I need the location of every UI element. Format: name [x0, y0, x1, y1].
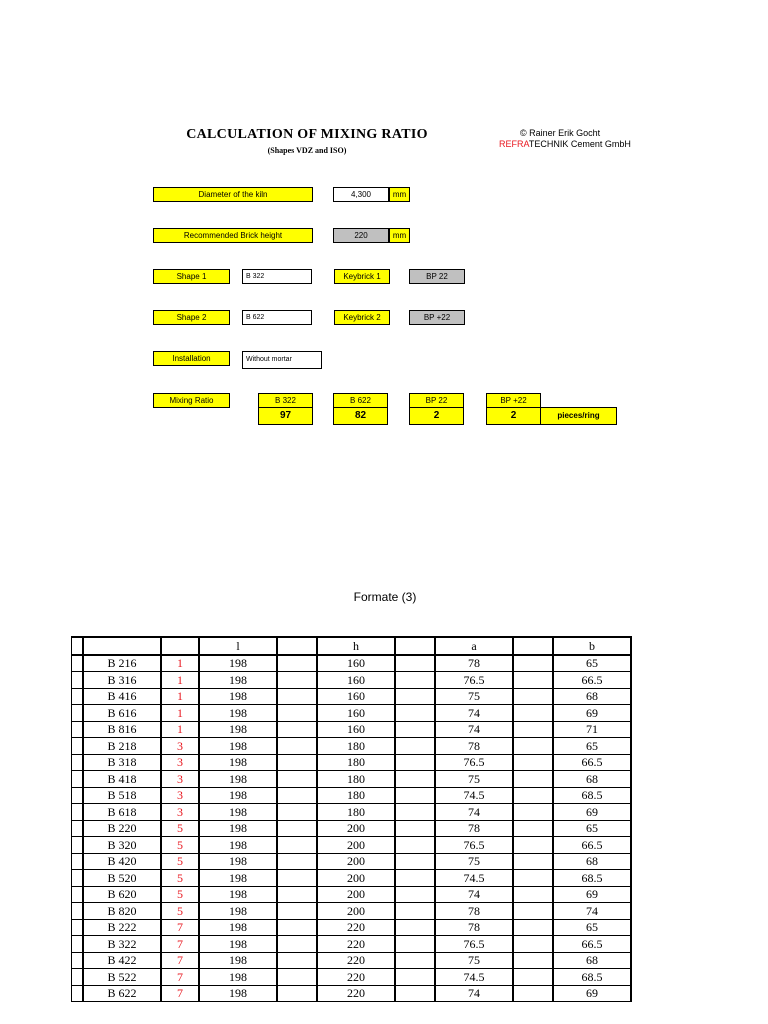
- table-cell: [72, 985, 84, 1002]
- cell-shape: B 416: [83, 688, 161, 705]
- cell-h: 200: [317, 820, 395, 837]
- table-cell: [513, 721, 553, 738]
- table-cell: [277, 903, 317, 920]
- cell-h: 200: [317, 886, 395, 903]
- cell-l: 198: [199, 985, 277, 1002]
- table-cell: [395, 672, 435, 689]
- table-cell: [277, 637, 317, 655]
- table-cell: [277, 721, 317, 738]
- table-cell: [513, 655, 553, 672]
- mixing-value-3: 2: [409, 407, 464, 425]
- table-row: [72, 870, 632, 887]
- table-cell: [395, 637, 435, 655]
- formate-table: [71, 636, 632, 1002]
- cell-h: 200: [317, 837, 395, 854]
- table-cell: [72, 936, 84, 953]
- installation-label: Installation: [153, 351, 230, 366]
- cell-b: 68: [553, 688, 631, 705]
- cell-group: 5: [161, 853, 199, 870]
- table-cell: [277, 837, 317, 854]
- table-cell: [395, 787, 435, 804]
- cell-l: 198: [199, 672, 277, 689]
- cell-b: 68: [553, 771, 631, 788]
- cell-b: 66.5: [553, 754, 631, 771]
- table-row: [72, 952, 632, 969]
- cell-l: 198: [199, 655, 277, 672]
- cell-group: 7: [161, 936, 199, 953]
- cell-shape: B 222: [83, 919, 161, 936]
- cell-shape: B 220: [83, 820, 161, 837]
- mixing-header-2: B 622: [333, 393, 388, 408]
- cell-shape: B 616: [83, 705, 161, 722]
- cell-b: 65: [553, 919, 631, 936]
- cell-a: 76.5: [435, 672, 513, 689]
- formate-heading: Formate (3): [353, 590, 417, 604]
- table-cell: [395, 738, 435, 755]
- cell-b: 68.5: [553, 969, 631, 986]
- diameter-label: Diameter of the kiln: [153, 187, 313, 202]
- table-cell: [72, 870, 84, 887]
- table-cell: [513, 969, 553, 986]
- table-cell: [395, 886, 435, 903]
- table-cell: [277, 985, 317, 1002]
- table-row: [72, 688, 632, 705]
- table-row: [72, 787, 632, 804]
- table-cell: [277, 804, 317, 821]
- table-cell: [72, 969, 84, 986]
- table-cell: [277, 870, 317, 887]
- table-cell: [395, 705, 435, 722]
- cell-group: 3: [161, 804, 199, 821]
- column-header-l: l: [199, 637, 277, 655]
- table-row: [72, 936, 632, 953]
- cell-b: 65: [553, 655, 631, 672]
- cell-h: 200: [317, 870, 395, 887]
- table-row: [72, 853, 632, 870]
- cell-shape: B 518: [83, 787, 161, 804]
- table-row: [72, 655, 632, 672]
- table-cell: [395, 853, 435, 870]
- cell-b: 65: [553, 820, 631, 837]
- cell-h: 220: [317, 919, 395, 936]
- cell-a: 74: [435, 804, 513, 821]
- table-cell: [72, 837, 84, 854]
- company-name-technik: TECHNIK Cement GmbH: [528, 139, 631, 149]
- table-row: [72, 820, 632, 837]
- table-cell: [72, 804, 84, 821]
- cell-shape: B 522: [83, 969, 161, 986]
- table-cell: [395, 903, 435, 920]
- table-cell: [72, 787, 84, 804]
- table-cell: [513, 637, 553, 655]
- cell-b: 66.5: [553, 936, 631, 953]
- cell-shape: B 618: [83, 804, 161, 821]
- table-row: [72, 672, 632, 689]
- table-cell: [72, 820, 84, 837]
- cell-shape: B 620: [83, 886, 161, 903]
- cell-a: 74.5: [435, 787, 513, 804]
- cell-shape: B 322: [83, 936, 161, 953]
- table-cell: [395, 771, 435, 788]
- cell-l: 198: [199, 721, 277, 738]
- column-header-a: a: [435, 637, 513, 655]
- cell-l: 198: [199, 936, 277, 953]
- cell-l: 198: [199, 952, 277, 969]
- table-cell: [395, 804, 435, 821]
- cell-a: 76.5: [435, 936, 513, 953]
- table-cell: [277, 688, 317, 705]
- table-row: [72, 804, 632, 821]
- cell-h: 220: [317, 969, 395, 986]
- cell-b: 69: [553, 705, 631, 722]
- cell-l: 198: [199, 754, 277, 771]
- table-cell: [72, 771, 84, 788]
- table-cell: [277, 919, 317, 936]
- table-row: [72, 969, 632, 986]
- mixing-header-4: BP +22: [486, 393, 541, 408]
- mixing-header-1: B 322: [258, 393, 313, 408]
- table-row: [72, 985, 632, 1002]
- table-row: [72, 919, 632, 936]
- table-cell: [72, 672, 84, 689]
- cell-h: 180: [317, 754, 395, 771]
- company-credit: [499, 139, 631, 149]
- table-cell: [513, 754, 553, 771]
- table-cell: [72, 688, 84, 705]
- cell-l: 198: [199, 705, 277, 722]
- table-cell: [72, 754, 84, 771]
- table-cell: [395, 969, 435, 986]
- table-cell: [513, 903, 553, 920]
- column-header: [83, 637, 161, 655]
- table-cell: [513, 837, 553, 854]
- table-cell: [395, 754, 435, 771]
- cell-h: 180: [317, 738, 395, 755]
- cell-a: 74.5: [435, 969, 513, 986]
- table-cell: [513, 936, 553, 953]
- cell-shape: B 320: [83, 837, 161, 854]
- cell-group: 1: [161, 721, 199, 738]
- table-cell: [72, 886, 84, 903]
- table-cell: [72, 853, 84, 870]
- mixing-value-2: 82: [333, 407, 388, 425]
- cell-b: 68.5: [553, 870, 631, 887]
- table-row: [72, 754, 632, 771]
- cell-l: 198: [199, 688, 277, 705]
- table-cell: [277, 754, 317, 771]
- cell-h: 200: [317, 853, 395, 870]
- table-row: [72, 903, 632, 920]
- cell-b: 66.5: [553, 837, 631, 854]
- cell-shape: B 520: [83, 870, 161, 887]
- cell-b: 68.5: [553, 787, 631, 804]
- cell-group: 3: [161, 738, 199, 755]
- table-cell: [72, 738, 84, 755]
- cell-group: 5: [161, 870, 199, 887]
- cell-b: 71: [553, 721, 631, 738]
- table-cell: [277, 853, 317, 870]
- column-header-h: h: [317, 637, 395, 655]
- table-cell: [513, 688, 553, 705]
- keybrick2-label: Keybrick 2: [334, 310, 390, 325]
- cell-shape: B 218: [83, 738, 161, 755]
- cell-l: 198: [199, 919, 277, 936]
- cell-group: 1: [161, 655, 199, 672]
- cell-a: 78: [435, 903, 513, 920]
- cell-group: 7: [161, 919, 199, 936]
- shape2-label: Shape 2: [153, 310, 230, 325]
- cell-l: 198: [199, 903, 277, 920]
- table-cell: [395, 688, 435, 705]
- table-cell: [277, 969, 317, 986]
- table-cell: [513, 870, 553, 887]
- author-credit: © Rainer Erik Gocht: [520, 128, 601, 138]
- table-cell: [72, 952, 84, 969]
- cell-h: 220: [317, 952, 395, 969]
- cell-h: 160: [317, 655, 395, 672]
- cell-l: 198: [199, 787, 277, 804]
- table-cell: [277, 952, 317, 969]
- cell-shape: B 420: [83, 853, 161, 870]
- cell-shape: B 820: [83, 903, 161, 920]
- shape1-input[interactable]: B 322: [242, 269, 312, 284]
- cell-b: 69: [553, 804, 631, 821]
- cell-h: 180: [317, 787, 395, 804]
- cell-h: 160: [317, 705, 395, 722]
- brick-height-label: Recommended Brick height: [153, 228, 313, 243]
- cell-l: 198: [199, 886, 277, 903]
- keybrick1-value: BP 22: [409, 269, 465, 284]
- table-cell: [395, 952, 435, 969]
- table-row: [72, 837, 632, 854]
- cell-shape: B 422: [83, 952, 161, 969]
- cell-l: 198: [199, 820, 277, 837]
- cell-a: 74: [435, 886, 513, 903]
- cell-l: 198: [199, 771, 277, 788]
- cell-b: 68: [553, 853, 631, 870]
- table-cell: [395, 721, 435, 738]
- brick-height-unit: mm: [389, 228, 410, 243]
- table-cell: [513, 985, 553, 1002]
- cell-b: 68: [553, 952, 631, 969]
- cell-shape: B 816: [83, 721, 161, 738]
- table-row: [72, 738, 632, 755]
- table-row: [72, 721, 632, 738]
- cell-group: 5: [161, 886, 199, 903]
- brick-height-value: 220: [333, 228, 389, 243]
- mixing-value-1: 97: [258, 407, 313, 425]
- table-cell: [277, 705, 317, 722]
- cell-h: 160: [317, 672, 395, 689]
- table-cell: [395, 820, 435, 837]
- cell-h: 220: [317, 985, 395, 1002]
- cell-shape: B 622: [83, 985, 161, 1002]
- table-header-row: [72, 637, 632, 655]
- mixing-unit: pieces/ring: [540, 407, 617, 425]
- cell-a: 74.5: [435, 870, 513, 887]
- mixing-header-3: BP 22: [409, 393, 464, 408]
- table-row: [72, 886, 632, 903]
- cell-l: 198: [199, 804, 277, 821]
- table-cell: [395, 837, 435, 854]
- table-cell: [72, 919, 84, 936]
- table-cell: [395, 655, 435, 672]
- cell-h: 200: [317, 903, 395, 920]
- table-cell: [395, 985, 435, 1002]
- cell-h: 160: [317, 721, 395, 738]
- cell-group: 5: [161, 903, 199, 920]
- table-cell: [513, 672, 553, 689]
- cell-group: 3: [161, 787, 199, 804]
- cell-b: 66.5: [553, 672, 631, 689]
- table-cell: [277, 936, 317, 953]
- table-cell: [72, 903, 84, 920]
- cell-a: 75: [435, 771, 513, 788]
- column-header: [161, 637, 199, 655]
- table-cell: [277, 820, 317, 837]
- cell-group: 5: [161, 837, 199, 854]
- column-header-b: b: [553, 637, 631, 655]
- cell-b: 74: [553, 903, 631, 920]
- cell-group: 1: [161, 688, 199, 705]
- table-cell: [513, 705, 553, 722]
- cell-b: 69: [553, 886, 631, 903]
- table-cell: [513, 787, 553, 804]
- cell-h: 160: [317, 688, 395, 705]
- table-cell: [277, 886, 317, 903]
- table-cell: [395, 919, 435, 936]
- table-cell: [513, 738, 553, 755]
- cell-a: 76.5: [435, 754, 513, 771]
- company-name-refra: REFRA: [499, 139, 529, 149]
- cell-l: 198: [199, 853, 277, 870]
- cell-group: 5: [161, 820, 199, 837]
- cell-l: 198: [199, 870, 277, 887]
- cell-group: 7: [161, 952, 199, 969]
- table-cell: [72, 721, 84, 738]
- table-cell: [513, 886, 553, 903]
- mixing-value-4: 2: [486, 407, 541, 425]
- cell-a: 78: [435, 919, 513, 936]
- shape1-label: Shape 1: [153, 269, 230, 284]
- cell-h: 220: [317, 936, 395, 953]
- table-cell: [513, 919, 553, 936]
- table-cell: [277, 738, 317, 755]
- cell-group: 3: [161, 754, 199, 771]
- cell-group: 1: [161, 705, 199, 722]
- cell-group: 7: [161, 969, 199, 986]
- diameter-unit: mm: [389, 187, 410, 202]
- table-row: [72, 771, 632, 788]
- table-cell: [513, 771, 553, 788]
- cell-shape: B 216: [83, 655, 161, 672]
- table-cell: [395, 870, 435, 887]
- table-cell: [72, 637, 84, 655]
- shape2-input[interactable]: B 622: [242, 310, 312, 325]
- page-subtitle: (Shapes VDZ and ISO): [267, 146, 347, 155]
- installation-input[interactable]: Without mortar: [242, 351, 322, 369]
- table-row: [72, 705, 632, 722]
- cell-group: 1: [161, 672, 199, 689]
- table-cell: [395, 936, 435, 953]
- cell-a: 78: [435, 738, 513, 755]
- table-cell: [513, 820, 553, 837]
- page-title: CALCULATION OF MIXING RATIO: [186, 127, 428, 142]
- table-cell: [72, 705, 84, 722]
- table-cell: [277, 771, 317, 788]
- cell-a: 75: [435, 952, 513, 969]
- cell-h: 180: [317, 771, 395, 788]
- table-cell: [277, 655, 317, 672]
- cell-a: 76.5: [435, 837, 513, 854]
- cell-a: 78: [435, 655, 513, 672]
- cell-shape: B 418: [83, 771, 161, 788]
- table-cell: [72, 655, 84, 672]
- cell-shape: B 316: [83, 672, 161, 689]
- cell-b: 65: [553, 738, 631, 755]
- cell-a: 74: [435, 705, 513, 722]
- cell-l: 198: [199, 738, 277, 755]
- cell-l: 198: [199, 837, 277, 854]
- cell-shape: B 318: [83, 754, 161, 771]
- cell-a: 74: [435, 721, 513, 738]
- cell-b: 69: [553, 985, 631, 1002]
- cell-a: 78: [435, 820, 513, 837]
- cell-group: 3: [161, 771, 199, 788]
- mixing-ratio-label: Mixing Ratio: [153, 393, 230, 408]
- cell-a: 75: [435, 853, 513, 870]
- keybrick2-value: BP +22: [409, 310, 465, 325]
- cell-h: 180: [317, 804, 395, 821]
- table-cell: [513, 952, 553, 969]
- cell-a: 74: [435, 985, 513, 1002]
- table-cell: [513, 853, 553, 870]
- keybrick1-label: Keybrick 1: [334, 269, 390, 284]
- table-cell: [277, 787, 317, 804]
- cell-a: 75: [435, 688, 513, 705]
- cell-l: 198: [199, 969, 277, 986]
- table-cell: [513, 804, 553, 821]
- cell-group: 7: [161, 985, 199, 1002]
- table-cell: [277, 672, 317, 689]
- diameter-input[interactable]: 4,300: [333, 187, 389, 202]
